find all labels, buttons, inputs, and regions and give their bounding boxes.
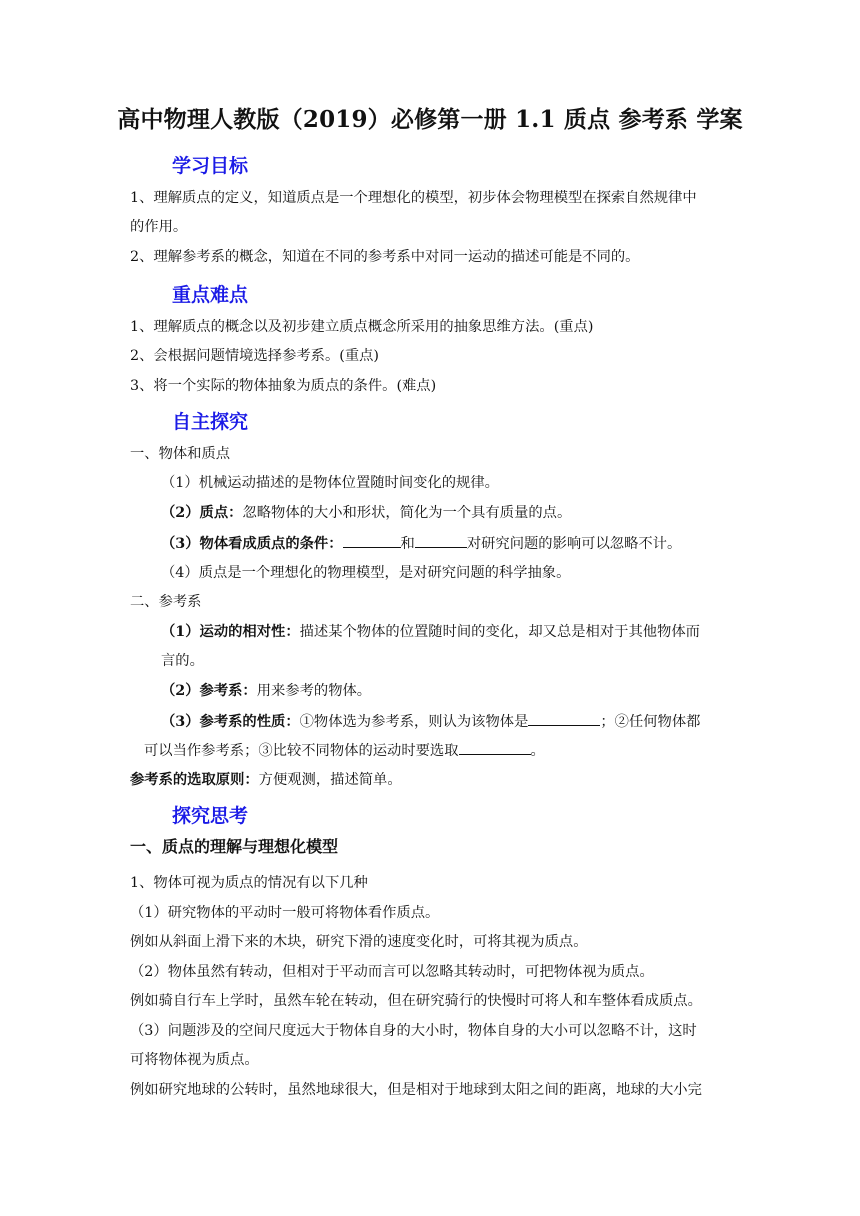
reference-item-1-cont: 言的。 (161, 653, 204, 669)
reference-item-3-end: 。 (530, 743, 545, 759)
inquiry-line-4: （2）物体虽然有转动，但相对于平动而言可以忽略其转动时，可把物体视为质点。 (130, 964, 654, 980)
part-title-objects: 一、物体和质点 (130, 446, 231, 462)
reference-item-2-label: （2）参考系： (161, 683, 257, 699)
fill-blank-1[interactable] (343, 533, 401, 548)
reference-principle (130, 770, 402, 790)
inquiry-line-1: 1、物体可视为质点的情况有以下几种 (130, 875, 368, 891)
objects-item-3 (161, 533, 681, 554)
inquiry-line-3: 例如从斜面上滑下来的木块，研究下滑的速度变化时，可将其视为质点。 (130, 934, 588, 950)
reference-item-3-tail: ；②任何物体都 (600, 714, 701, 730)
reference-item-3-cont-text: 可以当作参考系；③比较不同物体的运动时要选取 (144, 743, 459, 759)
objects-item-1: （1）机械运动描述的是物体位置随时间变化的规律。 (161, 475, 499, 491)
objects-item-2-label: （2）质点： (161, 505, 243, 521)
reference-principle-text: 方便观测，描述简单。 (258, 772, 402, 788)
reference-item-2-text: 用来参考的物体。 (256, 683, 372, 699)
section-heading-goals: 学习目标 (172, 155, 249, 177)
fill-blank-2[interactable] (415, 533, 467, 548)
reference-item-2 (161, 681, 371, 701)
inquiry-line-2: （1）研究物体的平动时一般可将物体看作质点。 (130, 905, 440, 921)
reference-item-3-cont (144, 740, 545, 761)
reference-item-1-text: 描述某个物体的位置随时间的变化，却又总是相对于其他物体而 (299, 624, 700, 640)
fill-blank-3[interactable] (528, 711, 600, 726)
reference-item-3-text: ①物体选为参考系，则认为该物体是 (299, 714, 529, 730)
objects-item-2-text: 忽略物体的大小和形状，简化为一个具有质量的点。 (242, 505, 572, 521)
goals-line-1: 1、理解质点的定义，知道质点是一个理想化的模型，初步体会物理模型在探索自然规律中 (130, 190, 697, 206)
objects-item-3-mid: 和 (400, 536, 415, 552)
goals-line-2: 的作用。 (130, 219, 188, 235)
objects-item-2 (161, 503, 571, 523)
inquiry-line-7: 可将物体视为质点。 (130, 1052, 259, 1068)
key-line-3: 3、将一个实际的物体抽象为质点的条件。(难点) (130, 378, 437, 394)
fill-blank-4[interactable] (459, 740, 531, 755)
section-heading-inquiry: 探究思考 (172, 805, 249, 827)
section-heading-self-study: 自主探究 (172, 411, 249, 433)
key-line-1: 1、理解质点的概念以及初步建立质点概念所采用的抽象思维方法。(重点) (130, 319, 594, 335)
reference-item-3 (161, 711, 700, 732)
key-line-2: 2、会根据问题情境选择参考系。(重点) (130, 348, 379, 364)
section-heading-key-points: 重点难点 (172, 284, 249, 306)
inquiry-line-6: （3）问题涉及的空间尺度远大于物体自身的大小时，物体自身的大小可以忽略不计，这时 (130, 1023, 697, 1039)
goals-line-3: 2、理解参考系的概念，知道在不同的参考系中对同一运动的描述可能是不同的。 (130, 249, 640, 265)
reference-item-1-label: （1）运动的相对性： (161, 624, 300, 640)
reference-principle-label: 参考系的选取原则： (130, 772, 259, 788)
objects-item-3-label: （3）物体看成质点的条件： (161, 536, 343, 552)
part-title-reference-frame: 二、参考系 (130, 594, 202, 610)
inquiry-line-5: 例如骑自行车上学时，虽然车轮在转动，但在研究骑行的快慢时可将人和车整体看成质点。 (130, 993, 702, 1009)
reference-item-3-label: （3）参考系的性质： (161, 714, 300, 730)
objects-item-4: （4）质点是一个理想化的物理模型，是对研究问题的科学抽象。 (161, 565, 571, 581)
inquiry-line-8: 例如研究地球的公转时，虽然地球很大，但是相对于地球到太阳之间的距离，地球的大小完 (130, 1082, 702, 1098)
inquiry-subheading: 一、质点的理解与理想化模型 (130, 837, 339, 856)
reference-item-1 (161, 622, 700, 642)
document-title: 高中物理人教版（2019）必修第一册 1.1 质点 参考系 学案 (117, 106, 743, 133)
objects-item-3-end: 对研究问题的影响可以忽略不计。 (466, 536, 682, 552)
